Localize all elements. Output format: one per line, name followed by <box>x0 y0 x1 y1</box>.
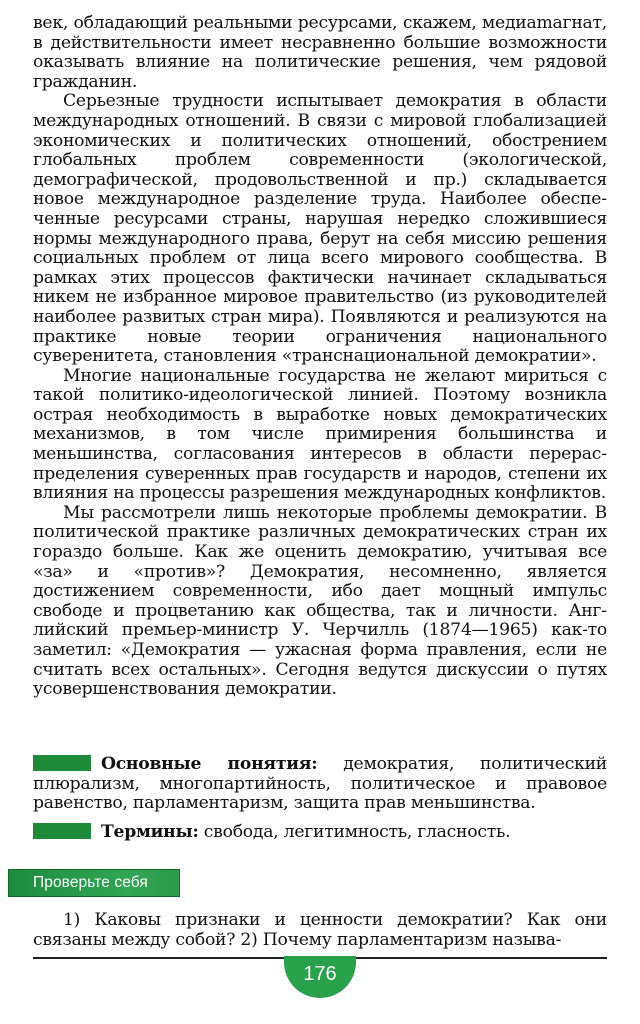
page-number-badge <box>284 956 356 998</box>
paragraph: Мы рассмотрели лишь некоторые проблемы демократии. В политической практике различных демократических стран их гораздо больше. Как же оценить демократию, учитывая все «за» и «против»? Демократия, несомненно, является достижением современности, ибо дает мощный импульс свободе и процветанию как общества, так и личности. Английский премьер-министр У. Черчилль (1874—1965) как-то заметил: «Демократия — ужасная форма правления, если не считать всех остальных». Сегодня ведутся дискуссии о путях усовершенствования демократии. <box>33 502 607 700</box>
check-yourself-label: Проверьте себя <box>33 874 148 891</box>
terms-text: свобода, легитимность, гласность. <box>203 822 511 842</box>
paragraph: Серьезные трудности испытывает демократия в области международных отношений. В связи с мировой глобализацией экономических и политических отношений, обострением глобальных проблем современности (экологической, демографической, продовольственной и пр.) складывается новое международное разделение труда. Наиболее обеспеченные ресурсами страны, нарушая нередко сложившиеся нормы международного права, берут на себя миссию решения социальных проблем от лица всего мирового сообщества. В рамках этих процессов фактически начинает складываться никем не избранное мировое правительство (из руководителей наиболее развитых стран мира). Появляются и реализуются на практике новые теории ограничения национального суверенитета, становления «транснациональной демократии». <box>33 91 607 367</box>
body-text <box>33 14 607 700</box>
paragraph: Многие национальные государства не желают мириться с такой политико-идеологической линией. Поэтому возникла острая необходимость в выработке новых демократических механизмов, в том числе примирения большинства и меньшинства, согласования интересов в области перераспределения суверенных прав государств и народов, степени их влияния на процессы разрешения международных конфликтов. <box>33 365 607 504</box>
page-number: 176 <box>303 962 337 985</box>
key-concepts-label: Основные понятия: <box>101 754 318 774</box>
check-yourself-banner <box>8 869 180 897</box>
green-marker-bar <box>33 823 91 839</box>
key-concepts <box>33 755 607 814</box>
review-questions <box>33 910 607 950</box>
key-concepts-text: демократия, политический плюрализм, многопартийность, политическое и правовое равенство, парламентаризм, защита прав меньшинства. <box>33 754 608 814</box>
green-marker-bar <box>33 755 91 771</box>
question-text: 1) Каковы признаки и ценности демократии? Как они связаны между собой? 2) Почему парламентаризм называ- <box>33 910 607 950</box>
terms-label: Термины: <box>101 822 199 842</box>
paragraph: век, обладающий реальными ресурсами, скажем, медиаmагнат, в действительности имеет несравненно большие возможности оказывать влияние на политические решения, чем рядовой гражданин. <box>33 13 607 92</box>
terms <box>33 823 607 843</box>
